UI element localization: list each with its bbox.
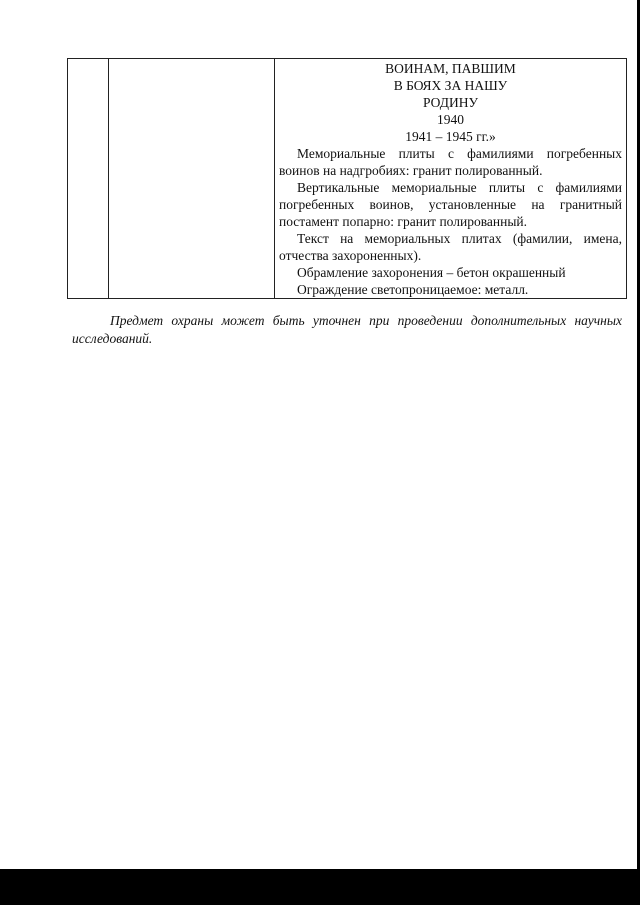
- inscription-line: ВОИНАМ, ПАВШИМ: [385, 61, 516, 76]
- description-paragraph: Текст на мемориальных плитах (фамилии, имена, отчества захороненных).: [279, 231, 622, 263]
- description-paragraph: Вертикальные мемориальные плиты с фамилиями погребенных воинов, установленные на гранитный постамент попарно: гранит полированный.: [279, 180, 622, 229]
- table-cell-number: [68, 59, 109, 299]
- inscription-line: В БОЯХ ЗА НАШУ: [393, 78, 508, 93]
- protection-subject-table: [67, 58, 627, 299]
- table-cell-name: [109, 59, 275, 299]
- inscription-line: 1940: [437, 112, 464, 127]
- table-row: [68, 59, 627, 299]
- footnote-text: Предмет охраны может быть уточнен при проведении дополнительных научных исследований.: [72, 313, 622, 346]
- description-text: [275, 59, 626, 298]
- table-cell-description: [275, 59, 627, 299]
- inscription-line: РОДИНУ: [422, 95, 478, 110]
- description-paragraph: Ограждение светопроницаемое: металл.: [297, 282, 529, 297]
- description-paragraph: Мемориальные плиты с фамилиями погребенных воинов на надгробиях: гранит полированный.: [279, 146, 622, 178]
- inscription-line: 1941 – 1945 гг.»: [405, 129, 496, 144]
- description-paragraph: Обрамление захоронения – бетон окрашенный: [297, 265, 566, 280]
- scan-bottom-band: [0, 869, 640, 905]
